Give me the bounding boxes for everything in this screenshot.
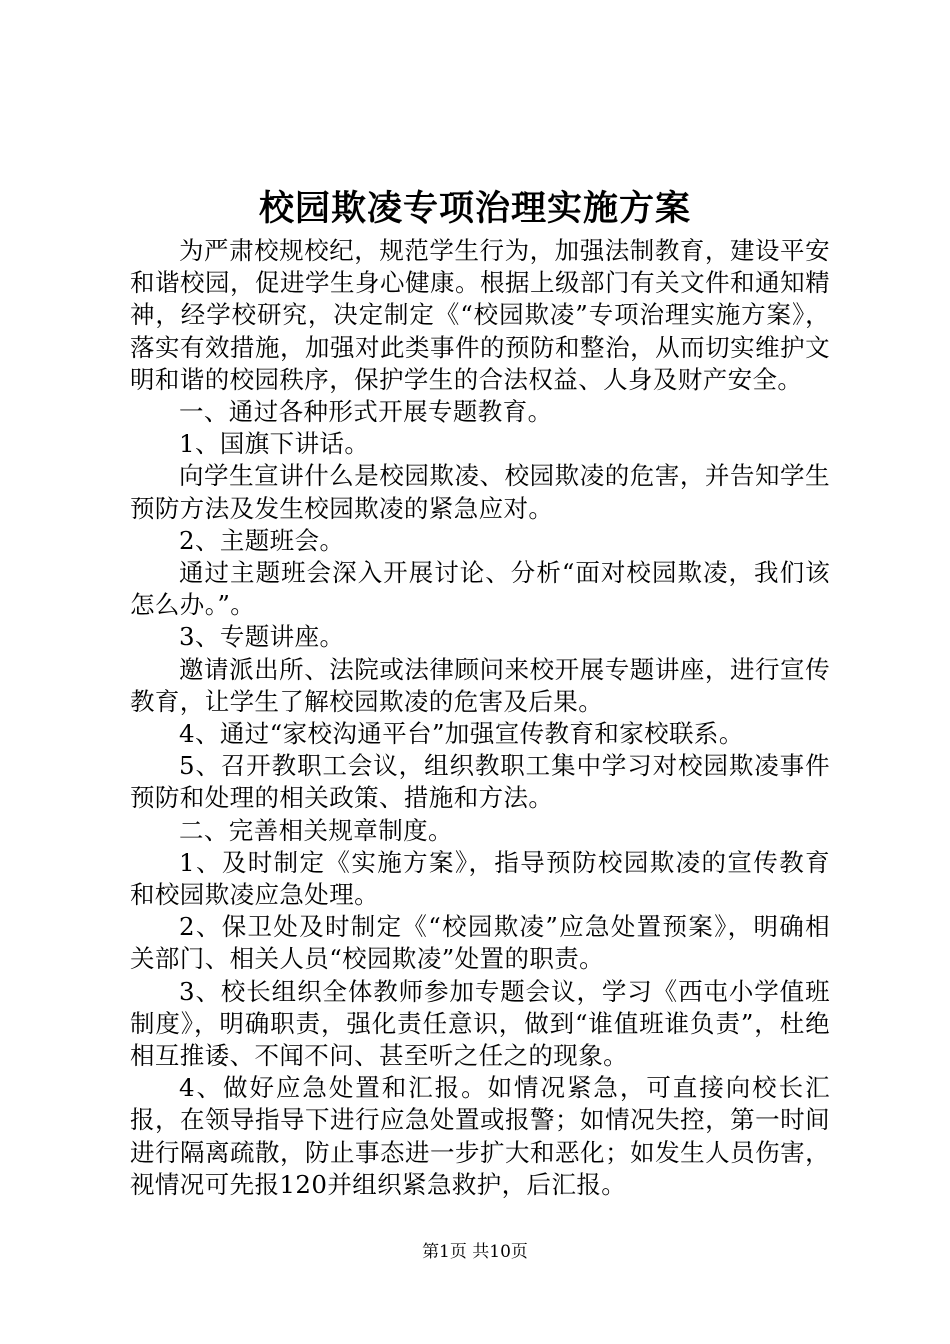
paragraph: 邀请派出所、法院或法律顾问来校开展专题讲座，进行宣传教育，让学生了解校园欺凌的危害及后果。	[130, 654, 830, 716]
paragraph: 为严肃校规校纪，规范学生行为，加强法制教育，建设平安和谐校园，促进学生身心健康。根据上级部门有关文件和通知精神，经学校研究，决定制定《“校园欺凌”专项治理实施方案》，落实有效措施，加强对此类事件的预防和整治，从而切实维护文明和谐的校园秩序，保护学生的合法权益、人身及财产安全。	[130, 236, 830, 394]
paragraph: 3、校长组织全体教师参加专题会议，学习《西屯小学值班制度》，明确职责，强化责任意识，做到“谁值班谁负责”，杜绝相互推诿、不闻不问、甚至听之任之的现象。	[130, 976, 830, 1071]
item-heading: 3、专题讲座。	[179, 622, 345, 652]
paragraph: 通过主题班会深入开展讨论、分析“面对校园欺凌，我们该怎么办。”。	[130, 558, 830, 620]
document-title: 校园欺凌专项治理实施方案	[258, 188, 691, 229]
paragraph: 2、保卫处及时制定《“校园欺凌”应急处置预案》，明确相关部门、相关人员“校园欺凌”处置的职责。	[130, 912, 830, 974]
item-heading: 1、国旗下讲话。	[179, 429, 370, 459]
page-footer: 第1页 共10页	[422, 1242, 528, 1262]
document-body	[130, 235, 830, 1201]
paragraph: 4、通过“家校沟通平台”加强宣传教育和家校联系。	[179, 719, 744, 749]
item-heading: 2、主题班会。	[179, 525, 345, 555]
paragraph: 向学生宣讲什么是校园欺凌、校园欺凌的危害，并告知学生预防方法及发生校园欺凌的紧急应对。	[130, 461, 830, 523]
paragraph: 4、做好应急处置和汇报。如情况紧急，可直接向校长汇报，在领导指导下进行应急处置或报警；如情况失控，第一时间进行隔离疏散，防止事态进一步扩大和恶化；如发生人员伤害，视情况可先报120并组织紧急救护，后汇报。	[130, 1073, 830, 1199]
paragraph: 5、召开教职工会议，组织教职工集中学习对校园欺凌事件预防和处理的相关政策、措施和方法。	[130, 751, 830, 813]
section-heading: 一、通过各种形式开展专题教育。	[179, 397, 553, 427]
paragraph: 1、及时制定《实施方案》，指导预防校园欺凌的宣传教育和校园欺凌应急处理。	[130, 847, 830, 910]
section-heading: 二、完善相关规章制度。	[179, 815, 453, 845]
